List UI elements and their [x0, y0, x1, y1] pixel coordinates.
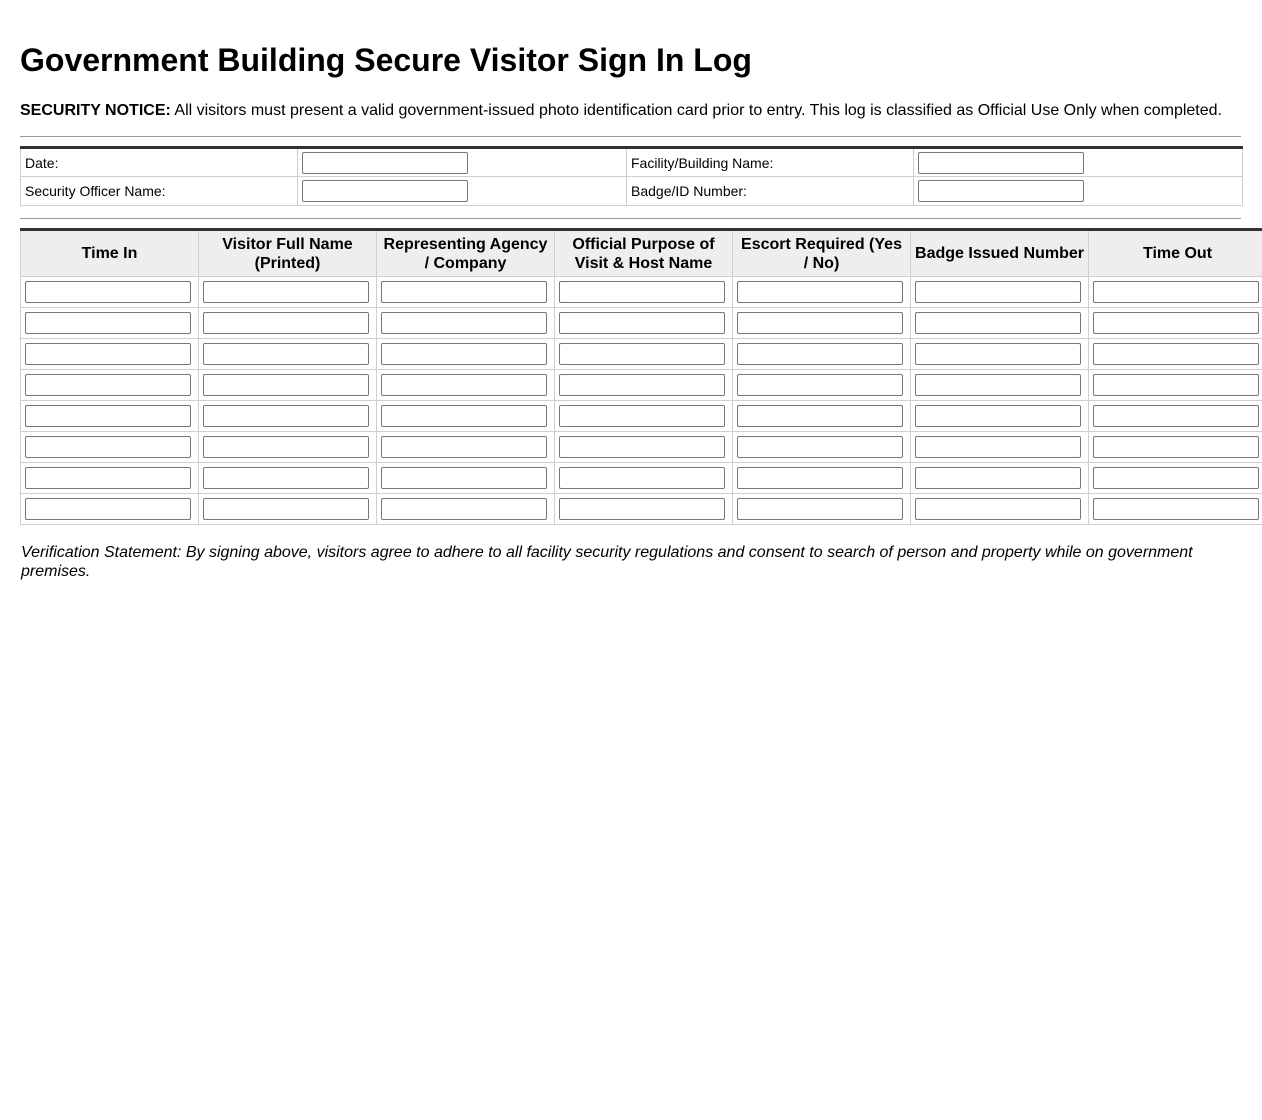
log-entry-field[interactable] [203, 312, 369, 334]
table-cell [21, 308, 199, 339]
info-row [21, 148, 1243, 177]
officer-label: Security Officer Name: [21, 177, 298, 206]
table-row [21, 339, 1262, 370]
table-cell [377, 463, 555, 494]
table-cell [21, 463, 199, 494]
table-cell [199, 401, 377, 432]
badge-id-label: Badge/ID Number: [627, 177, 914, 206]
log-entry-field[interactable] [559, 374, 725, 396]
table-cell [199, 432, 377, 463]
log-entry-field[interactable] [737, 405, 903, 427]
table-cell [733, 339, 911, 370]
log-entry-field[interactable] [203, 467, 369, 489]
log-entry-field[interactable] [1093, 436, 1259, 458]
log-entry-field[interactable] [1093, 343, 1259, 365]
table-cell [199, 463, 377, 494]
table-cell [555, 370, 733, 401]
log-entry-field[interactable] [203, 374, 369, 396]
security-notice [20, 101, 1222, 121]
log-entry-field[interactable] [915, 498, 1081, 520]
table-cell [1089, 494, 1262, 525]
table-cell [733, 463, 911, 494]
table-cell [1089, 339, 1262, 370]
column-header: Time In [21, 230, 199, 277]
log-entry-field[interactable] [559, 467, 725, 489]
table-cell [1089, 277, 1262, 308]
officer-cell [298, 177, 627, 206]
table-cell [1089, 432, 1262, 463]
log-entry-field[interactable] [915, 343, 1081, 365]
log-entry-field[interactable] [381, 281, 547, 303]
log-entry-field[interactable] [203, 405, 369, 427]
table-cell [733, 370, 911, 401]
table-cell [555, 432, 733, 463]
table-cell [21, 277, 199, 308]
date-label: Date: [21, 148, 298, 177]
table-cell [733, 494, 911, 525]
log-entry-field[interactable] [381, 343, 547, 365]
badge-id-cell [914, 177, 1243, 206]
log-entry-field[interactable] [737, 436, 903, 458]
log-entry-field[interactable] [1093, 467, 1259, 489]
table-cell [199, 339, 377, 370]
log-entry-field[interactable] [915, 374, 1081, 396]
table-row [21, 370, 1262, 401]
table-cell [377, 277, 555, 308]
log-entry-field[interactable] [559, 343, 725, 365]
divider [20, 218, 1241, 219]
verification-statement: Verification Statement: By signing above, visitors agree to adhere to all facility security regulations and consent to search of person and property while on government premises. [21, 544, 1193, 580]
table-cell [377, 494, 555, 525]
log-entry-field[interactable] [915, 312, 1081, 334]
column-header: Official Purpose of Visit & Host Name [555, 230, 733, 277]
log-entry-field[interactable] [25, 436, 191, 458]
log-entry-field[interactable] [25, 312, 191, 334]
log-entry-field[interactable] [559, 436, 725, 458]
log-entry-field[interactable] [381, 374, 547, 396]
log-entry-field[interactable] [25, 374, 191, 396]
table-cell [911, 308, 1089, 339]
log-entry-field[interactable] [203, 343, 369, 365]
table-cell [733, 308, 911, 339]
log-entry-field[interactable] [25, 281, 191, 303]
table-cell [555, 339, 733, 370]
info-row [21, 177, 1243, 206]
security-notice-label: SECURITY NOTICE: [20, 102, 171, 119]
table-cell [377, 370, 555, 401]
divider [20, 136, 1241, 137]
table-cell [733, 277, 911, 308]
page-title: Government Building Secure Visitor Sign In Log [20, 42, 752, 78]
table-cell [1089, 401, 1262, 432]
log-entry-field[interactable] [25, 405, 191, 427]
log-entry-field[interactable] [203, 436, 369, 458]
table-cell [911, 463, 1089, 494]
log-entry-field[interactable] [1093, 374, 1259, 396]
table-row [21, 494, 1262, 525]
table-cell [911, 339, 1089, 370]
table-cell [911, 370, 1089, 401]
table-cell [911, 432, 1089, 463]
log-entry-field[interactable] [381, 312, 547, 334]
table-cell [1089, 463, 1262, 494]
date-cell [298, 148, 627, 177]
log-entry-field[interactable] [559, 405, 725, 427]
log-entry-field[interactable] [1093, 498, 1259, 520]
table-cell [199, 308, 377, 339]
table-row [21, 432, 1262, 463]
table-cell [733, 432, 911, 463]
table-cell [377, 432, 555, 463]
table-cell [555, 401, 733, 432]
log-entry-field[interactable] [559, 281, 725, 303]
log-entry-field[interactable] [737, 312, 903, 334]
visitor-log-container [20, 228, 1262, 525]
badge-id-field[interactable] [918, 180, 1084, 202]
log-body [21, 277, 1262, 525]
table-row [21, 463, 1262, 494]
table-row [21, 308, 1262, 339]
log-entry-field[interactable] [381, 405, 547, 427]
table-row [21, 401, 1262, 432]
table-cell [21, 401, 199, 432]
table-cell [21, 494, 199, 525]
visitor-log-table [20, 228, 1262, 525]
log-entry-field[interactable] [915, 467, 1081, 489]
table-row [21, 277, 1262, 308]
table-cell [377, 308, 555, 339]
table-cell [199, 494, 377, 525]
table-cell [377, 339, 555, 370]
security-notice-text: All visitors must present a valid government-issued photo identification card prior to entry. This log is classified as Official Use Only when completed. [170, 102, 1222, 119]
log-entry-field[interactable] [203, 498, 369, 520]
log-entry-field[interactable] [737, 281, 903, 303]
log-entry-field[interactable] [915, 405, 1081, 427]
column-header: Escort Required (Yes / No) [733, 230, 911, 277]
log-entry-field[interactable] [559, 312, 725, 334]
table-cell [911, 494, 1089, 525]
table-cell [555, 463, 733, 494]
table-cell [377, 401, 555, 432]
table-cell [21, 432, 199, 463]
column-header: Badge Issued Number [911, 230, 1089, 277]
log-entry-field[interactable] [381, 467, 547, 489]
officer-name-field[interactable] [302, 180, 468, 202]
table-cell [911, 401, 1089, 432]
log-entry-field[interactable] [915, 436, 1081, 458]
log-header-row [21, 230, 1262, 277]
facility-label: Facility/Building Name: [627, 148, 914, 177]
log-entry-field[interactable] [1093, 405, 1259, 427]
date-field[interactable] [302, 152, 468, 174]
table-cell [555, 277, 733, 308]
log-entry-field[interactable] [381, 436, 547, 458]
table-cell [21, 370, 199, 401]
log-entry-field[interactable] [203, 281, 369, 303]
log-entry-field[interactable] [737, 374, 903, 396]
column-header: Time Out [1089, 230, 1262, 277]
log-entry-field[interactable] [737, 467, 903, 489]
table-cell [555, 494, 733, 525]
facility-field[interactable] [918, 152, 1084, 174]
table-cell [21, 339, 199, 370]
log-entry-field[interactable] [1093, 281, 1259, 303]
log-entry-field[interactable] [25, 343, 191, 365]
column-header: Representing Agency / Company [377, 230, 555, 277]
table-cell [1089, 308, 1262, 339]
log-entry-field[interactable] [737, 498, 903, 520]
table-cell [733, 401, 911, 432]
table-cell [555, 308, 733, 339]
log-entry-field[interactable] [915, 281, 1081, 303]
table-cell [1089, 370, 1262, 401]
table-cell [199, 277, 377, 308]
log-entry-field[interactable] [25, 467, 191, 489]
log-entry-field[interactable] [559, 498, 725, 520]
facility-cell [914, 148, 1243, 177]
header-info-table [20, 146, 1243, 206]
log-entry-field[interactable] [381, 498, 547, 520]
log-entry-field[interactable] [25, 498, 191, 520]
table-cell [911, 277, 1089, 308]
log-entry-field[interactable] [1093, 312, 1259, 334]
table-cell [199, 370, 377, 401]
column-header: Visitor Full Name (Printed) [199, 230, 377, 277]
log-entry-field[interactable] [737, 343, 903, 365]
